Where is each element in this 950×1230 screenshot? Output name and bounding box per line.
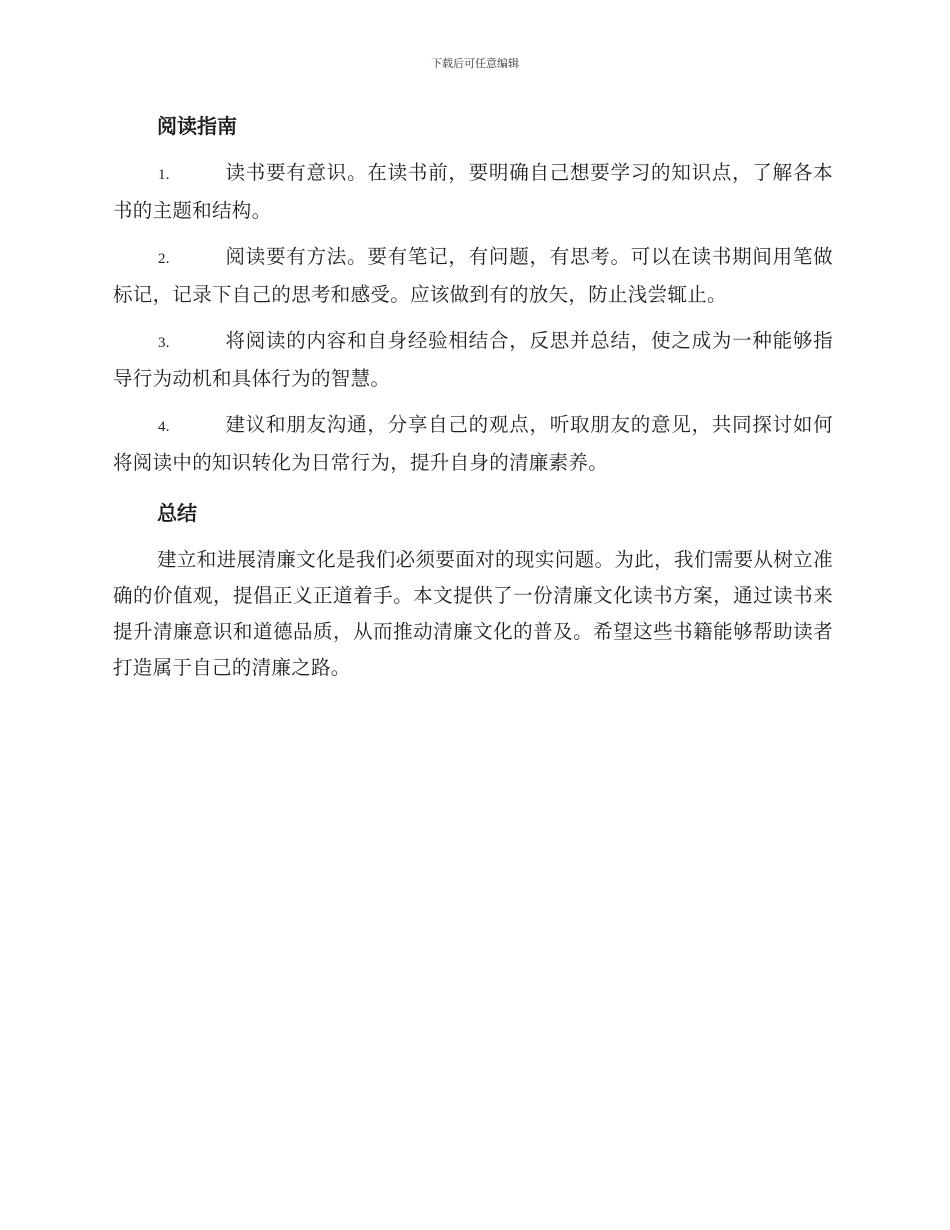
summary-heading: 总结 — [157, 501, 197, 525]
list-number: 2. — [158, 251, 170, 267]
list-item-text: 将阅读的内容和自身经验相结合，反思并总结，使之成为一种能够指导行为动机和具体行为的智慧。 — [113, 329, 833, 390]
reading-guide-heading: 阅读指南 — [157, 114, 237, 138]
page-header: 下载后可任意编辑 — [431, 57, 519, 70]
summary-paragraph: 建立和进展清廉文化是我们必须要面对的现实问题。为此，我们需要从树立准确的价值观，提倡正义正道着手。本文提供了一份清廉文化读书方案，通过读书来提升清廉意识和道德品质，从而推动清廉文化的普及。希望这些书籍能够帮助读者打造属于自己的清廉之路。 — [113, 548, 833, 679]
document-body — [113, 108, 833, 686]
list-item — [113, 155, 833, 229]
list-item-text: 建议和朋友沟通，分享自己的观点，听取朋友的意见，共同探讨如何将阅读中的知识转化为日常行为，提升自身的清廉素养。 — [113, 413, 833, 474]
list-item — [113, 323, 833, 397]
list-item — [113, 239, 833, 313]
list-item-text: 读书要有意识。在读书前，要明确自己想要学习的知识点，了解各本书的主题和结构。 — [113, 161, 833, 222]
list-number: 4. — [158, 419, 170, 435]
list-item-text: 阅读要有方法。要有笔记，有问题，有思考。可以在读书期间用笔做标记，记录下自己的思考和感受。应该做到有的放矢，防止浅尝辄止。 — [113, 245, 833, 306]
list-number: 1. — [158, 167, 170, 183]
list-number: 3. — [158, 335, 170, 351]
list-item — [113, 407, 833, 481]
